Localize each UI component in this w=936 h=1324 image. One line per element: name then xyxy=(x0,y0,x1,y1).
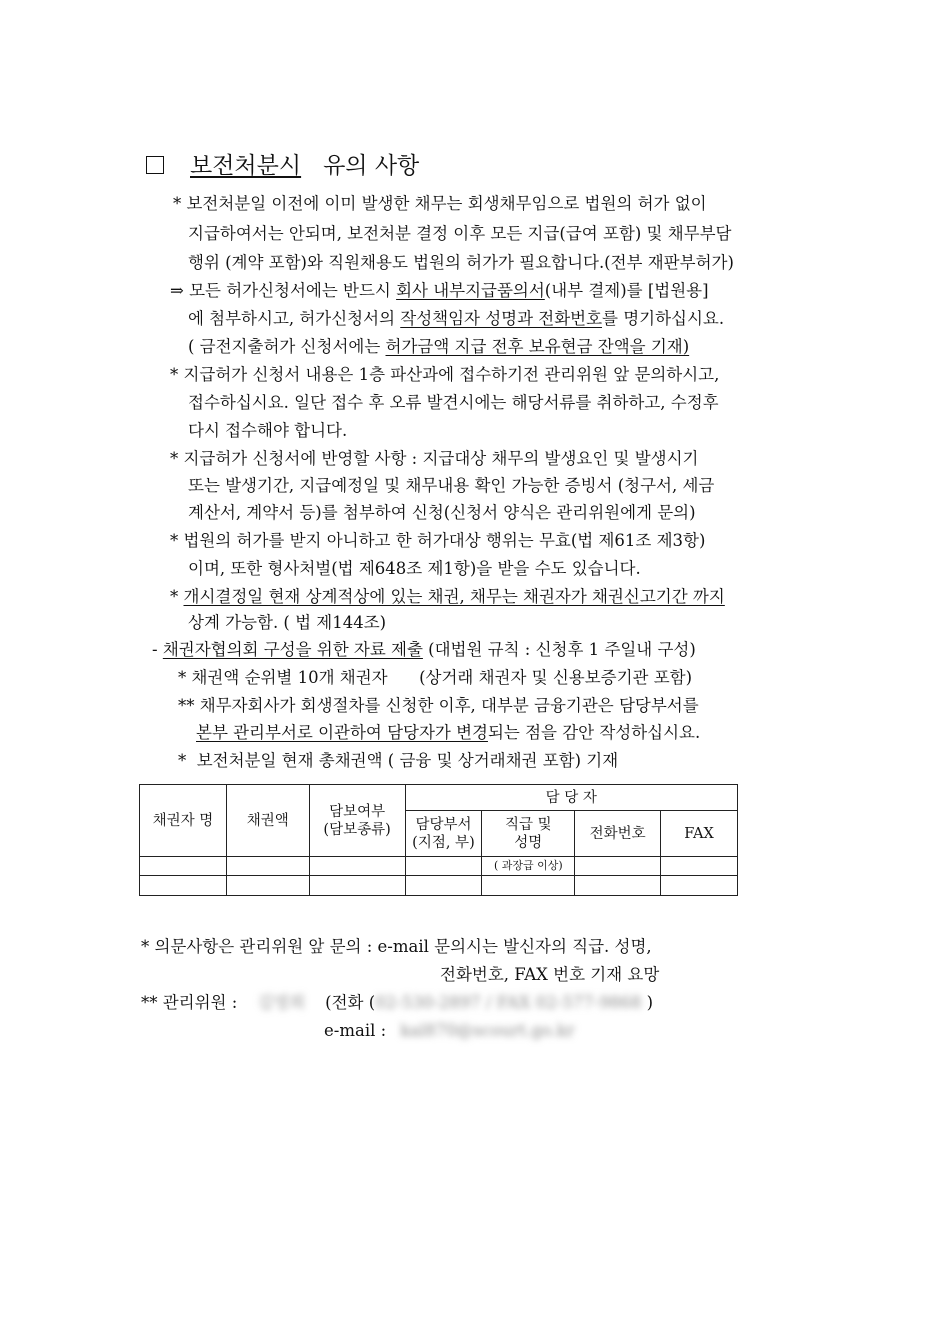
header-contact-person: 담 당 자 xyxy=(405,785,737,811)
note2-line3: ( 금전지출허가 신청서에는 허가금액 지급 전후 보유현금 잔액을 기재) xyxy=(188,337,690,356)
header-creditor-name: 채권자 명 xyxy=(140,785,227,857)
note5-line1: * 법원의 허가를 받지 아니하고 한 허가대상 행위는 무효(법 제61조 제3항) xyxy=(170,531,706,550)
note3-line3: 다시 접수해야 합니다. xyxy=(188,421,348,440)
bank-note-line1: ** 채무자회사가 회생절차를 신청한 이후, 대부분 금융기관은 담당부서를 xyxy=(178,696,699,715)
note4-line2: 또는 발생기간, 지급예정일 및 채무내용 확인 가능한 증빙서 (청구서, 세금 xyxy=(188,476,715,495)
bank-note-line2: 본부 관리부서로 이관하여 담당자가 변경되는 점을 감안 작성하십시요. xyxy=(196,723,701,742)
title-sub: 유의 사항 xyxy=(323,153,420,179)
page-title xyxy=(146,152,419,180)
total-claims-note: * 보전처분일 현재 총채권액 ( 금융 및 상거래채권 포함) 기재 xyxy=(178,751,619,770)
creditor-committee-heading: - 채권자협의회 구성을 위한 자료 제출 (대법원 규칙 : 신청후 1 주일내 구성) xyxy=(152,640,696,659)
note3-line2: 접수하십시요. 일단 접수 후 오류 발견시에는 해당서류를 취하하고, 수정후 xyxy=(188,393,719,412)
inquiry-note-line2: 전화번호, FAX 번호 기재 요망 xyxy=(440,965,660,984)
header-phone: 전화번호 xyxy=(575,811,661,857)
title-rank-note: ( 과장급 이상) xyxy=(482,857,575,876)
note2-line1: ⇒ 모든 허가신청서에는 반드시 회사 내부지급품의서(내부 결제)를 [법원용] xyxy=(170,281,709,300)
table-row xyxy=(140,857,738,876)
checkbox-square-icon xyxy=(146,156,164,174)
note3-line1: * 지급허가 신청서 내용은 1층 파산과에 접수하기전 관리위원 앞 문의하시고, xyxy=(170,365,720,384)
header-department: 담당부서 (지점, 부) xyxy=(405,811,482,857)
note6-line2: 상계 가능함. ( 법 제144조) xyxy=(188,613,387,632)
manager-contact: ** 관리위원 : 김영희 (전화 (02-530-2897 / FAX 02-577-9868 ) xyxy=(141,993,654,1012)
header-claim-amount: 채권액 xyxy=(226,785,309,857)
header-title-name: 직급 및 성명 xyxy=(482,811,575,857)
inquiry-note-line1: * 의문사항은 관리위원 앞 문의 : e-mail 문의시는 발신자의 직급. 성명, xyxy=(141,937,652,956)
header-collateral: 담보여부 (담보종류) xyxy=(309,785,405,857)
manager-email-address: kal870@scourt.go.kr xyxy=(400,1021,575,1040)
note4-line3: 계산서, 계약서 등)를 첨부하여 신청(신청서 양식은 관리위원에게 문의) xyxy=(188,503,696,522)
note1-line2: 지급하여서는 안되며, 보전처분 결정 이후 모든 지급(급여 포함) 및 채무부담 xyxy=(188,224,732,243)
note5-line2: 이며, 또한 형사처벌(법 제648조 제1항)을 받을 수도 있습니다. xyxy=(188,559,641,578)
manager-email: e-mail : kal870@scourt.go.kr xyxy=(324,1021,575,1040)
manager-name: 김영희 xyxy=(257,993,306,1012)
note2-line2: 에 첨부하시고, 허가신청서의 작성책임자 성명과 전화번호를 명기하십시요. xyxy=(188,309,725,328)
note4-line1: * 지급허가 신청서에 반영할 사항 : 지급대상 채무의 발생요인 및 발생시기 xyxy=(170,449,699,468)
creditor-list-note: * 채권액 순위별 10개 채권자 (상거래 채권자 및 신용보증기관 포함) xyxy=(178,668,693,687)
creditor-table xyxy=(139,784,738,896)
title-main: 보전처분시 xyxy=(190,153,302,179)
manager-phone: 02-530-2897 / FAX 02-577-9868 xyxy=(375,993,642,1012)
table-row xyxy=(140,876,738,896)
note1-line1: * 보전처분일 이전에 이미 발생한 채무는 회생채무임으로 법원의 허가 없이 xyxy=(173,194,707,213)
header-fax: FAX xyxy=(661,811,738,857)
note1-line3: 행위 (계약 포함)와 직원채용도 법원의 허가가 필요합니다.(전부 재판부허가) xyxy=(188,253,734,272)
note6-line1: * 개시결정일 현재 상계적상에 있는 채권, 채무는 채권자가 채권신고기간 까지 xyxy=(170,587,725,606)
